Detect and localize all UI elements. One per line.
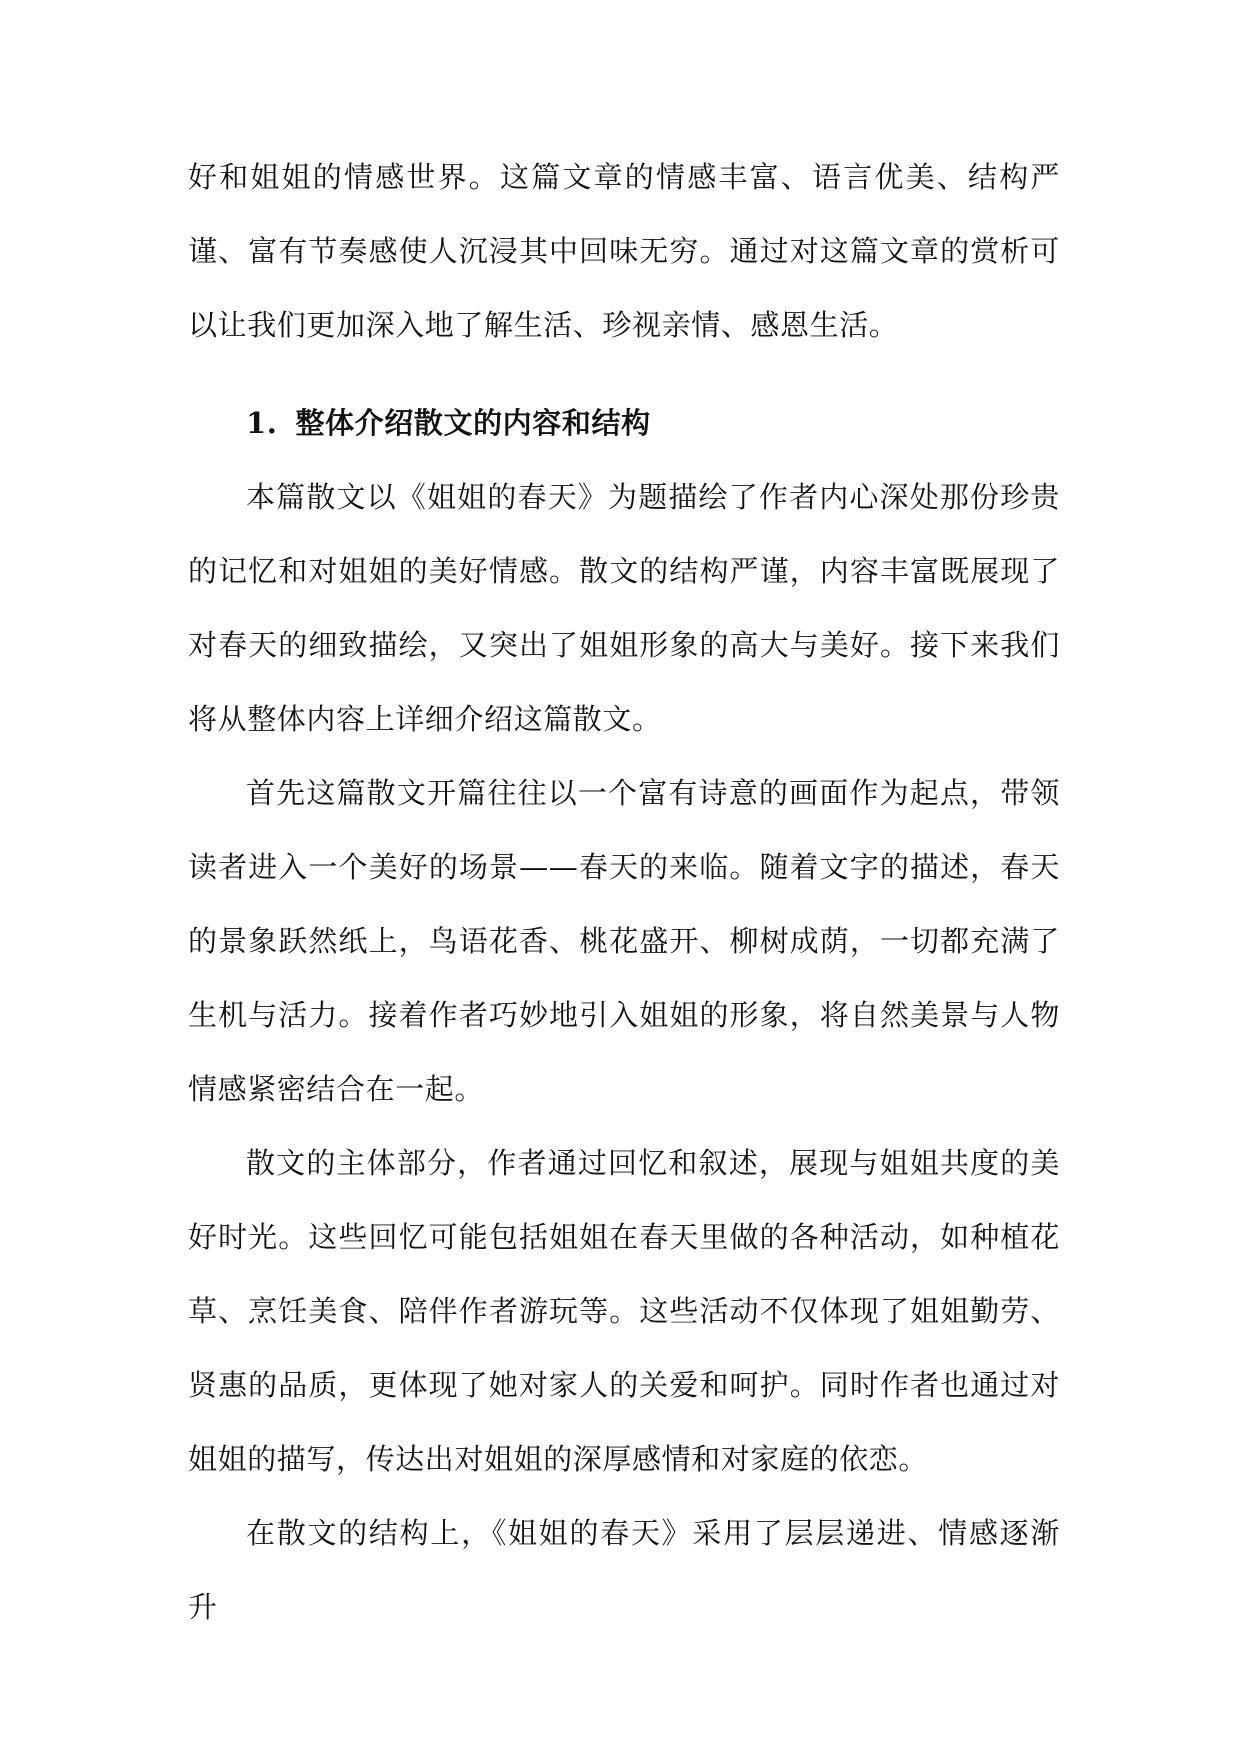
section-title: 整体介绍散文的内容和结构 xyxy=(295,406,651,440)
body-paragraph-4: 在散文的结构上，《姐姐的春天》采用了层层递进、情感逐渐升 xyxy=(188,1516,1060,1624)
section-number: 1. xyxy=(246,406,278,440)
body-paragraph-3: 散文的主体部分，作者通过回忆和叙述，展现与姐姐共度的美好时光。这些回忆可能包括姐姐在春天里做的各种活动，如种植花草、烹饪美食、陪伴作者游玩等。这些活动不仅体现了姐姐勤劳、贤惠的品质，更体现了她对家人的关爱和呵护。同时作者也通过对姐姐的描写，传达出对姐姐的深厚感情和对家庭的依恋。 xyxy=(188,1146,1060,1476)
body-paragraph-1: 本篇散文以《姐姐的春天》为题描绘了作者内心深处那份珍贵的记忆和对姐姐的美好情感。散文的结构严谨，内容丰富既展现了对春天的细致描绘，又突出了姐姐形象的高大与美好。接下来我们将从整体内容上详细介绍这篇散文。 xyxy=(188,480,1060,736)
document-body xyxy=(188,140,1060,1644)
section-heading xyxy=(188,386,1060,460)
body-paragraph-2: 首先这篇散文开篇往往以一个富有诗意的画面作为起点，带领读者进入一个美好的场景——春天的来临。随着文字的描述，春天的景象跃然纸上，鸟语花香、桃花盛开、柳树成荫，一切都充满了生机与活力。接着作者巧妙地引入姐姐的形象，将自然美景与人物情感紧密结合在一起。 xyxy=(188,776,1060,1106)
intro-paragraph: 好和姐姐的情感世界。这篇文章的情感丰富、语言优美、结构严谨、富有节奏感使人沉浸其中回味无穷。通过对这篇文章的赏析可以让我们更加深入地了解生活、珍视亲情、感恩生活。 xyxy=(188,160,1060,342)
